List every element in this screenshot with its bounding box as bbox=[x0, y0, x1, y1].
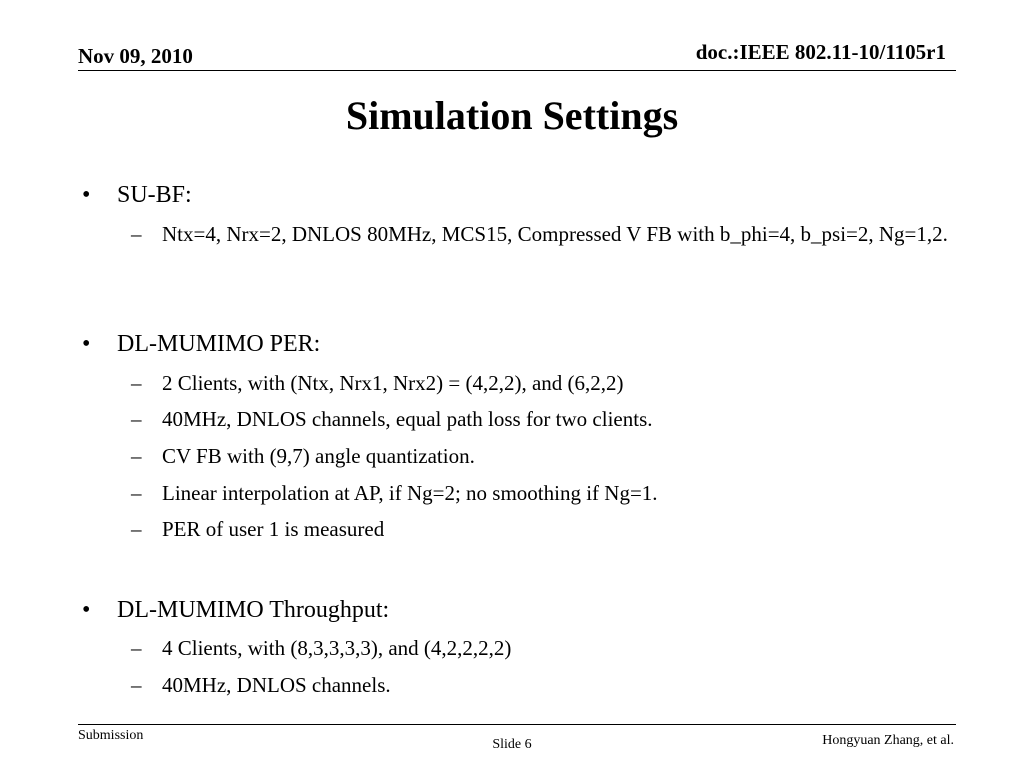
footer-submission: Submission bbox=[78, 728, 144, 743]
sub-item-text: PER of user 1 is measured bbox=[162, 517, 385, 541]
sub-item-text: Linear interpolation at AP, if Ng=2; no smoothing if Ng=1. bbox=[162, 481, 658, 505]
sub-item-text: 2 Clients, with (Ntx, Nrx1, Nrx2) = (4,2,2), and (6,2,2) bbox=[162, 371, 624, 395]
footer-author: Hongyuan Zhang, et al. bbox=[822, 733, 954, 748]
dash-marker: – bbox=[131, 481, 142, 505]
footer-divider bbox=[78, 724, 956, 725]
dash-marker: – bbox=[131, 636, 142, 660]
bullet-label: SU-BF: bbox=[117, 182, 192, 208]
dash-marker: – bbox=[131, 673, 142, 697]
bullet-marker: • bbox=[82, 182, 91, 208]
sub-item-text: 40MHz, DNLOS channels. bbox=[162, 673, 391, 697]
bullet-label: DL-MUMIMO Throughput: bbox=[117, 597, 390, 623]
sub-item-text: 4 Clients, with (8,3,3,3,3), and (4,2,2,2,2) bbox=[162, 636, 512, 660]
sub-item-text: CV FB with (9,7) angle quantization. bbox=[162, 444, 475, 468]
header-date: Nov 09, 2010 bbox=[78, 44, 193, 68]
bullet-label: DL-MUMIMO PER: bbox=[117, 331, 321, 357]
header-doc-id: doc.:IEEE 802.11-10/1105r1 bbox=[695, 40, 946, 64]
sub-item-text: 40MHz, DNLOS channels, equal path loss for two clients. bbox=[162, 407, 653, 431]
dash-marker: – bbox=[131, 407, 142, 431]
dash-marker: – bbox=[131, 222, 142, 246]
dash-marker: – bbox=[131, 517, 142, 541]
bullet-marker: • bbox=[82, 331, 91, 357]
dash-marker: – bbox=[131, 444, 142, 468]
footer-slide-number: Slide 6 bbox=[492, 737, 532, 752]
slide-title: Simulation Settings bbox=[345, 93, 679, 138]
sub-item-text: Ntx=4, Nrx=2, DNLOS 80MHz, MCS15, Compressed V FB with b_phi=4, b_psi=2, Ng=1,2. bbox=[162, 222, 948, 246]
bullet-marker: • bbox=[82, 597, 91, 623]
dash-marker: – bbox=[131, 371, 142, 395]
